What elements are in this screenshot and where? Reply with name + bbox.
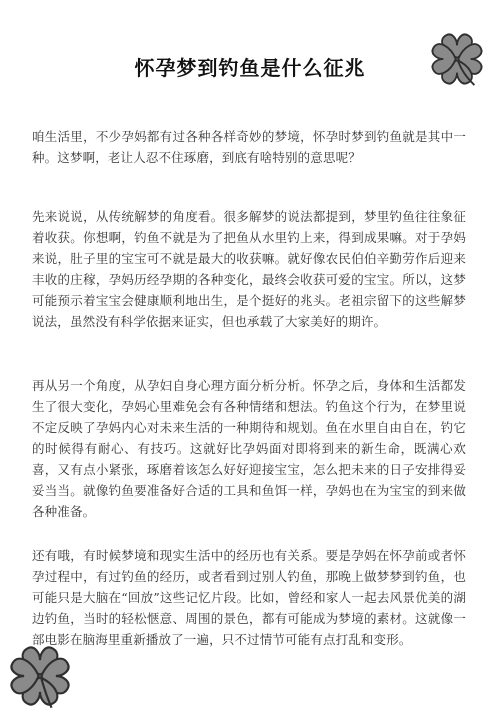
paragraph-real-life: 还有哦，有时候梦境和现实生活中的经历也有关系。要是孕妈在怀孕前或者怀孕过程中，有过钓鱼的经历，或者看到过别人钓鱼，那晚上做梦梦到钓鱼，也可能只是大脑在“回放”这些记忆片段。比如，曾经和家人一起去风景优美的湖边钓鱼，当时的轻松惬意、周围的景色，都有可能成为梦境的素材。这就像一部电影在脑海里重新播放了一遍，只不过情节可能有点打乱和变形。 [32,548,466,647]
four-leaf-clover-icon [4,640,76,712]
paragraph-traditional: 先来说说，从传统解梦的角度看。很多解梦的说法都提到，梦里钓鱼往往象征着收获。你想啊，钓鱼不就是为了把鱼从水里钓上来，得到成果嘛。对于孕妈来说，肚子里的宝宝可不就是最大的收获嘛。就好像农民伯伯辛勤劳作后迎来丰收的庄稼，孕妈历经孕期的各种变化，最终会收获可爱的宝宝。所以，这梦可能预示着宝宝会健康顺利地出生，是个挺好的兆头。老祖宗留下的这些解梦说法，虽然没有科学依据来证实，但也承载了大家美好的期许。 [32,209,466,329]
paragraph-intro: 咱生活里，不少孕妈都有过各种各样奇妙的梦境，怀孕时梦到钓鱼就是其中一种。这梦啊，老让人忍不住琢磨，到底有啥特别的意思呢？ [32,129,466,165]
page-title: 怀孕梦到钓鱼是什么征兆 [134,56,366,80]
paragraph-psychology: 再从另一个角度，从孕妇自身心理方面分析分析。怀孕之后，身体和生活都发生了很大变化，孕妈心里难免会有各种情绪和想法。钓鱼这个行为，在梦里说不定反映了孕妈内心对未来生活的一种期待和规划。鱼在水里自由自在，钓它的时候得有耐心、有技巧。这就好比孕妈面对即将到来的新生命，既满心欢喜，又有点小紧张，琢磨着该怎么好好迎接宝宝，怎么把未来的日子安排得妥妥当当。就像钓鱼要准备好合适的工具和鱼饵一样，孕妈也在为宝宝的到来做各种准备。 [32,378,466,519]
